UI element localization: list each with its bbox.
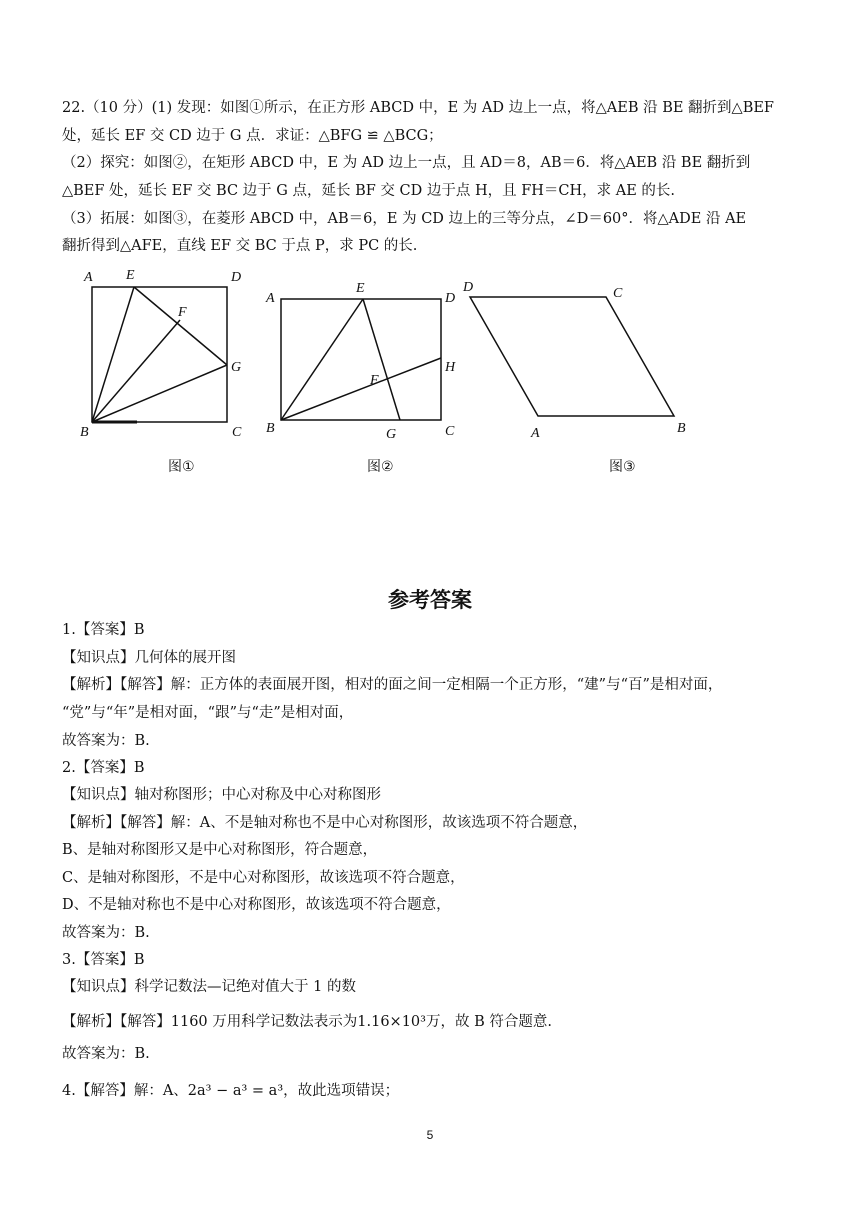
fig1-label-F: F [178,305,187,320]
figure-1-diagram [92,287,227,422]
answer-line: 故答案为：B. [62,1046,150,1062]
fig2-label-G: G [386,427,397,442]
figure-2-caption: 图② [367,459,394,475]
question-line-3: （2）探究：如图②，在矩形 ABCD 中，E 为 AD 边上一点，且 AD＝8，AB＝6．将△AEB 沿 BE 翻折到 [62,155,751,171]
fig1-label-G: G [231,360,242,375]
fig2-label-E: E [356,281,365,296]
answer-line: 【解析】【解答】解：A、不是轴对称也不是中心对称图形，故该选项不符合题意， [62,815,588,831]
fig1-label-E: E [126,268,135,283]
figures [0,260,860,490]
fig1-label-A: A [84,270,93,285]
question-line-4: △BEF 处，延长 EF 交 BC 边于 G 点，延长 BF 交 CD 边于点 H，且 FH＝CH，求 AE 的长. [62,183,676,199]
question-line-1: 22.（10 分）(1) 发现：如图①所示，在正方形 ABCD 中，E 为 AD 边上一点，将△AEB 沿 BE 翻折到△BEF [62,100,774,116]
answer-line: 3.【答案】B [62,952,145,968]
answers-title: 参考答案 [388,588,472,612]
answer-line: “党”与“年”是相对面，“跟”与“走”是相对面， [62,705,354,721]
answer-line: 故答案为：B. [62,733,150,749]
question-line-5: （3）拓展：如图③，在菱形 ABCD 中，AB＝6，E 为 CD 边上的三等分点，∠D＝60°．将△ADE 沿 AE [62,211,747,227]
answer-line: 1.【答案】B [62,622,145,638]
question-line-2: 处，延长 EF 交 CD 边于 G 点．求证：△BFG ≌ △BCG； [62,128,443,144]
page-number: 5 [426,1128,434,1142]
fig2-label-H: H [445,360,456,375]
answer-line: C、是轴对称图形，不是中心对称图形，故该选项不符合题意， [62,870,465,886]
answer-line: 【解析】【解答】1160 万用科学记数法表示为1.16×10³万，故 B 符合题意. [62,1014,552,1030]
fig2-label-A: A [266,291,275,306]
question-line-6: 翻折得到△AFE，直线 EF 交 BC 于点 P，求 PC 的长. [62,238,418,254]
answer-line: 4.【解答】解：A、2a³ − a³ = a³，故此选项错误； [62,1083,400,1099]
answer-line: D、不是轴对称也不是中心对称图形，故该选项不符合题意， [62,897,451,913]
fig2-label-D: D [445,291,456,306]
fig1-label-B: B [80,425,89,440]
fig3-label-B: B [677,421,686,436]
fig3-label-A: A [531,426,540,441]
answer-line: 【知识点】轴对称图形；中心对称及中心对称图形 [62,787,381,803]
fig2-label-B: B [266,421,275,436]
fig3-label-C: C [613,286,623,301]
answer-line: 故答案为：B. [62,925,150,941]
answer-line: 【知识点】科学记数法—记绝对值大于 1 的数 [62,979,356,995]
answer-line: 2.【答案】B [62,760,145,776]
answer-line: 【知识点】几何体的展开图 [62,650,236,666]
fig2-label-F: F [370,373,379,388]
figure-3-diagram [470,297,674,416]
figure-3-caption: 图③ [609,459,636,475]
fig1-label-D: D [231,270,242,285]
answer-line: B、是轴对称图形又是中心对称图形，符合题意， [62,842,378,858]
fig3-label-D: D [463,280,474,295]
fig1-label-C: C [232,425,242,440]
answer-line: 【解析】【解答】解：正方体的表面展开图，相对的面之间一定相隔一个正方形，“建”与“百”是相对面， [62,677,723,693]
fig2-label-C: C [445,424,455,439]
figure-1-caption: 图① [168,459,195,475]
figure-2-diagram [281,299,441,420]
